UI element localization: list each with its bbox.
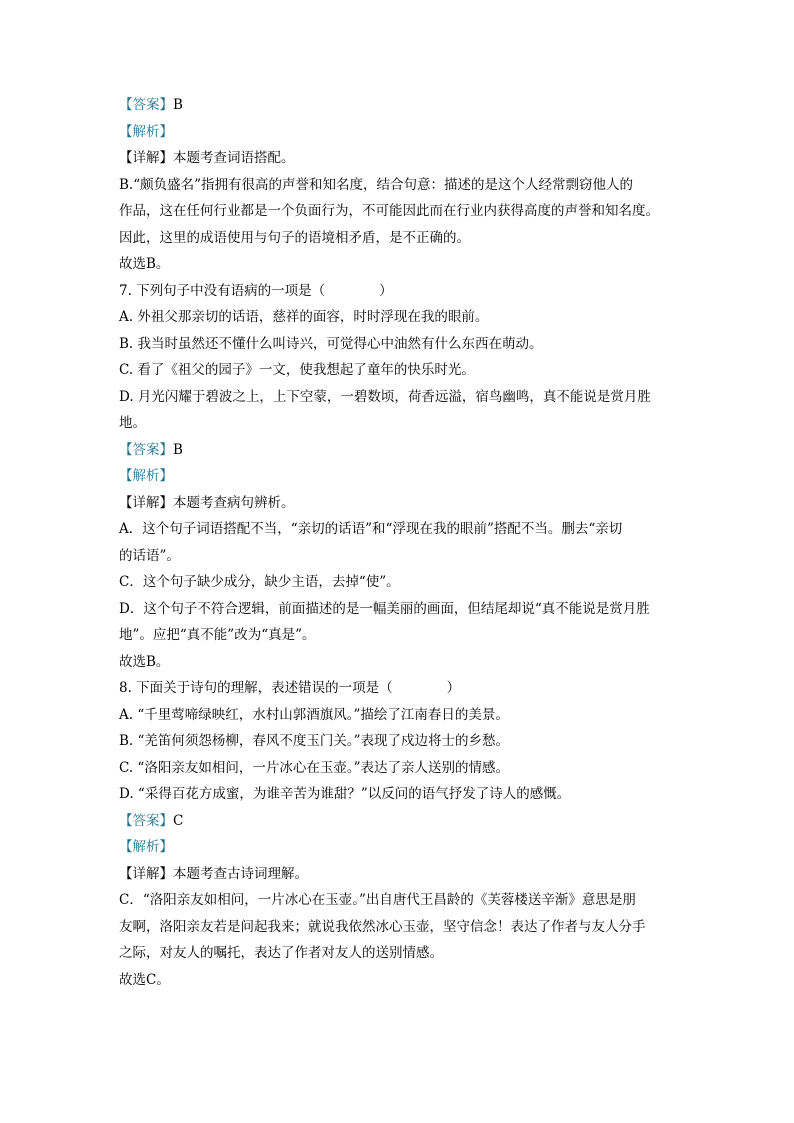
q7-option-c: C. 看了《祖父的园子》一文，使我想起了童年的快乐时光。 [119, 362, 475, 378]
q8-explain-line: C．“洛阳亲友如相问，一片冰心在玉壶。”出自唐代王昌龄的《芙蓉楼送辛渐》意思是朋 [119, 892, 636, 908]
q8-stem: 8. 下面关于诗句的理解，表述错误的一项是（ ） [119, 680, 461, 696]
answer-value: B [173, 97, 183, 113]
q6-explain-line: 因此，这里的成语使用与句子的语境相矛盾，是不正确的。 [119, 229, 470, 246]
q8-analysis-tag [119, 834, 679, 861]
q7-conclusion: 故选B。 [119, 653, 170, 670]
q7-stem: 7. 下列句子中没有语病的一项是（ ） [119, 282, 393, 299]
q8-detail-line: 【详解】本题考查古诗词理解。 [119, 865, 308, 882]
q7-option-a: A. 外祖父那亲切的话语，慈祥的面容，时时浮现在我的眼前。 [119, 309, 489, 325]
q8-option-d: D. “采得百花方成蜜，为谁辛苦为谁甜？”以反问的语气抒发了诗人的感慨。 [119, 786, 571, 802]
analysis-tag: 【解析】 [119, 123, 173, 140]
q7-answer-line [119, 437, 679, 464]
q7-explain-line: 地”。应把“真不能”改为“真是”。 [119, 627, 316, 643]
q8-explain-line: 友啊，洛阳亲友若是问起我来；就说我依然冰心玉壶，坚守信念！表达了作者与友人分手 [119, 918, 646, 935]
analysis-tag: 【解析】 [119, 468, 173, 484]
q6-conclusion: 故选B。 [119, 256, 170, 272]
q8-answer-line [119, 808, 679, 835]
q7-detail-line: 【详解】本题考查病句辨析。 [119, 494, 295, 511]
q7-analysis-tag [119, 463, 679, 490]
document-body [119, 92, 679, 993]
q7-explain-line: A．这个句子词语搭配不当，“亲切的话语”和“浮现在我的眼前”搭配不当。删去“亲切 [119, 521, 623, 537]
q7-explain-line: 的话语”。 [119, 547, 180, 564]
q8-conclusion: 故选C。 [119, 971, 170, 988]
q8-option-b: B. “羌笛何须怨杨柳，春风不度玉门关。”表现了戍边将士的乡愁。 [119, 733, 510, 749]
q8-explain-line: 之际，对友人的嘱托，表达了作者对友人的送别情感。 [119, 945, 443, 961]
answer-value: C [173, 812, 184, 829]
answer-tag: 【答案】 [119, 97, 173, 113]
q7-option-d: D. 月光闪耀于碧波之上，上下空蒙，一碧数顷，荷香远溢，宿鸟幽鸣，真不能说是赏月胜 [119, 388, 651, 405]
q6-answer-line [119, 92, 679, 119]
q7-explain-line: D．这个句子不符合逻辑，前面描述的是一幅美丽的画面，但结尾却说“真不能说是赏月胜 [119, 600, 650, 617]
q7-option-b: B. 我当时虽然还不懂什么叫诗兴，可觉得心中油然有什么东西在萌动。 [119, 335, 543, 352]
q6-analysis-tag [119, 119, 679, 146]
analysis-tag: 【解析】 [119, 839, 173, 855]
q8-option-a: A. “千里莺啼绿映红，水村山郭酒旗风。”描绘了江南春日的美景。 [119, 706, 509, 723]
q6-detail-line: 【详解】本题考查词语搭配。 [119, 150, 295, 166]
q6-explain-line: B.“颇负盛名”指拥有很高的声誉和知名度，结合句意：描述的是这个人经常剽窃他人的 [119, 176, 634, 193]
answer-tag: 【答案】 [119, 441, 173, 458]
q8-option-c: C. “洛阳亲友如相问，一片冰心在玉壶。”表达了亲人送别的情感。 [119, 759, 509, 776]
answer-value: B [173, 441, 183, 458]
q7-explain-line: C．这个句子缺少成分，缺少主语，去掉“使”。 [119, 574, 400, 590]
q6-explain-line: 作品，这在任何行业都是一个负面行为，不可能因此而在行业内获得高度的声誉和知名度。 [119, 203, 659, 219]
q7-option-d-cont: 地。 [119, 415, 146, 431]
answer-tag: 【答案】 [119, 812, 173, 829]
